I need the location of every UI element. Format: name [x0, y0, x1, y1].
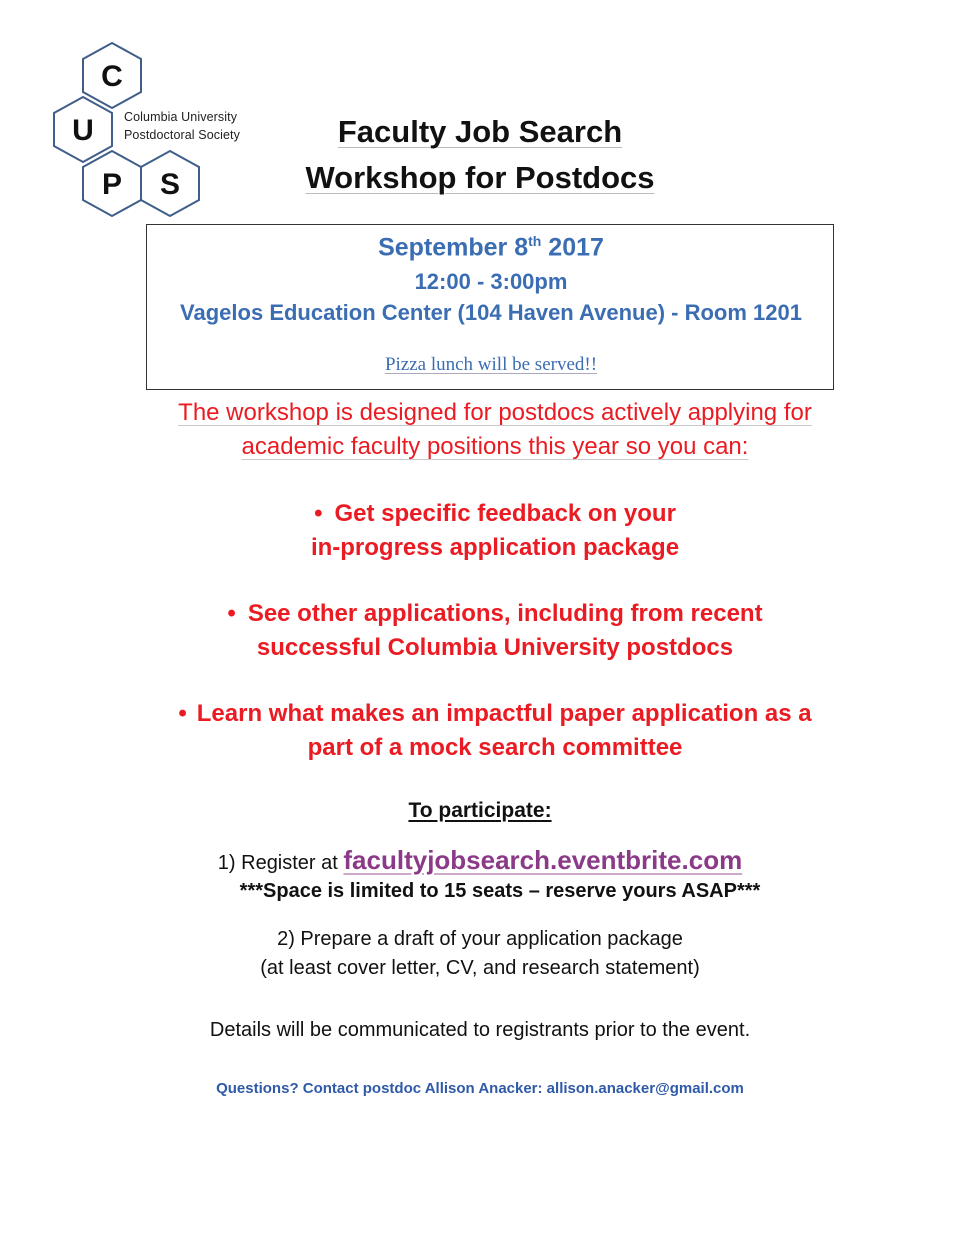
logo-letter-s: S: [159, 168, 181, 201]
event-info-box: [146, 224, 834, 390]
bullet-3-line2: part of a mock search committee: [307, 734, 683, 761]
bullet-dot: •: [314, 500, 323, 527]
event-location: Vagelos Education Center (104 Haven Avenue) - Room 1201: [180, 300, 802, 325]
org-name-line1: Columbia University: [124, 110, 238, 124]
bullet-3-text: Learn what makes an impactful paper application as a: [196, 700, 812, 727]
org-name-line2: Postdoctoral Society: [124, 128, 240, 142]
step2-line2: (at least cover letter, CV, and research statement): [260, 957, 700, 979]
intro-line1: The workshop is designed for postdocs actively applying for: [178, 399, 812, 426]
bullet-dot: •: [227, 600, 236, 627]
contact-line: Questions? Contact postdoc Allison Anacker: allison.anacker@gmail.com: [216, 1080, 744, 1097]
event-date-text: September 8: [378, 233, 529, 262]
logo-letter-p: P: [101, 168, 123, 201]
event-year: 2017: [541, 233, 604, 262]
step1-note: ***Space is limited to 15 seats – reserve yours ASAP***: [239, 880, 761, 902]
page-title-line2: Workshop for Postdocs: [305, 160, 655, 195]
lunch-note-text: Pizza lunch will be served!!: [384, 354, 598, 375]
details-note: Details will be communicated to registrants prior to the event.: [209, 1019, 751, 1041]
event-time: 12:00 - 3:00pm: [414, 269, 568, 294]
eventbrite-link[interactable]: facultyjobsearch.eventbrite.com: [343, 845, 743, 875]
bullet-3-line1: [100, 700, 890, 728]
logo-letter-c: C: [101, 60, 123, 93]
lunch-note: [147, 354, 835, 376]
bullet-1-line2: in-progress application package: [310, 534, 680, 561]
bullet-2-line2: successful Columbia University postdocs: [256, 634, 734, 661]
bullet-1-line1: [100, 500, 890, 528]
participate-heading: To participate:: [408, 799, 552, 822]
bullet-dot: •: [178, 700, 187, 727]
intro-line2: academic faculty positions this year so you can:: [241, 433, 749, 460]
event-date-suffix: th: [528, 233, 542, 249]
step2-line1: 2) Prepare a draft of your application package: [277, 928, 683, 950]
step1-prefix: 1) Register at: [217, 852, 344, 874]
bullet-2-text: See other applications, including from recent: [247, 600, 763, 627]
event-date: [147, 233, 835, 262]
step1-line: [80, 845, 880, 876]
page-title-line1: Faculty Job Search: [337, 114, 623, 149]
bullet-2-line1: [100, 600, 890, 628]
bullet-1-text: Get specific feedback on your: [334, 500, 676, 527]
logo-letter-u: U: [72, 114, 94, 147]
